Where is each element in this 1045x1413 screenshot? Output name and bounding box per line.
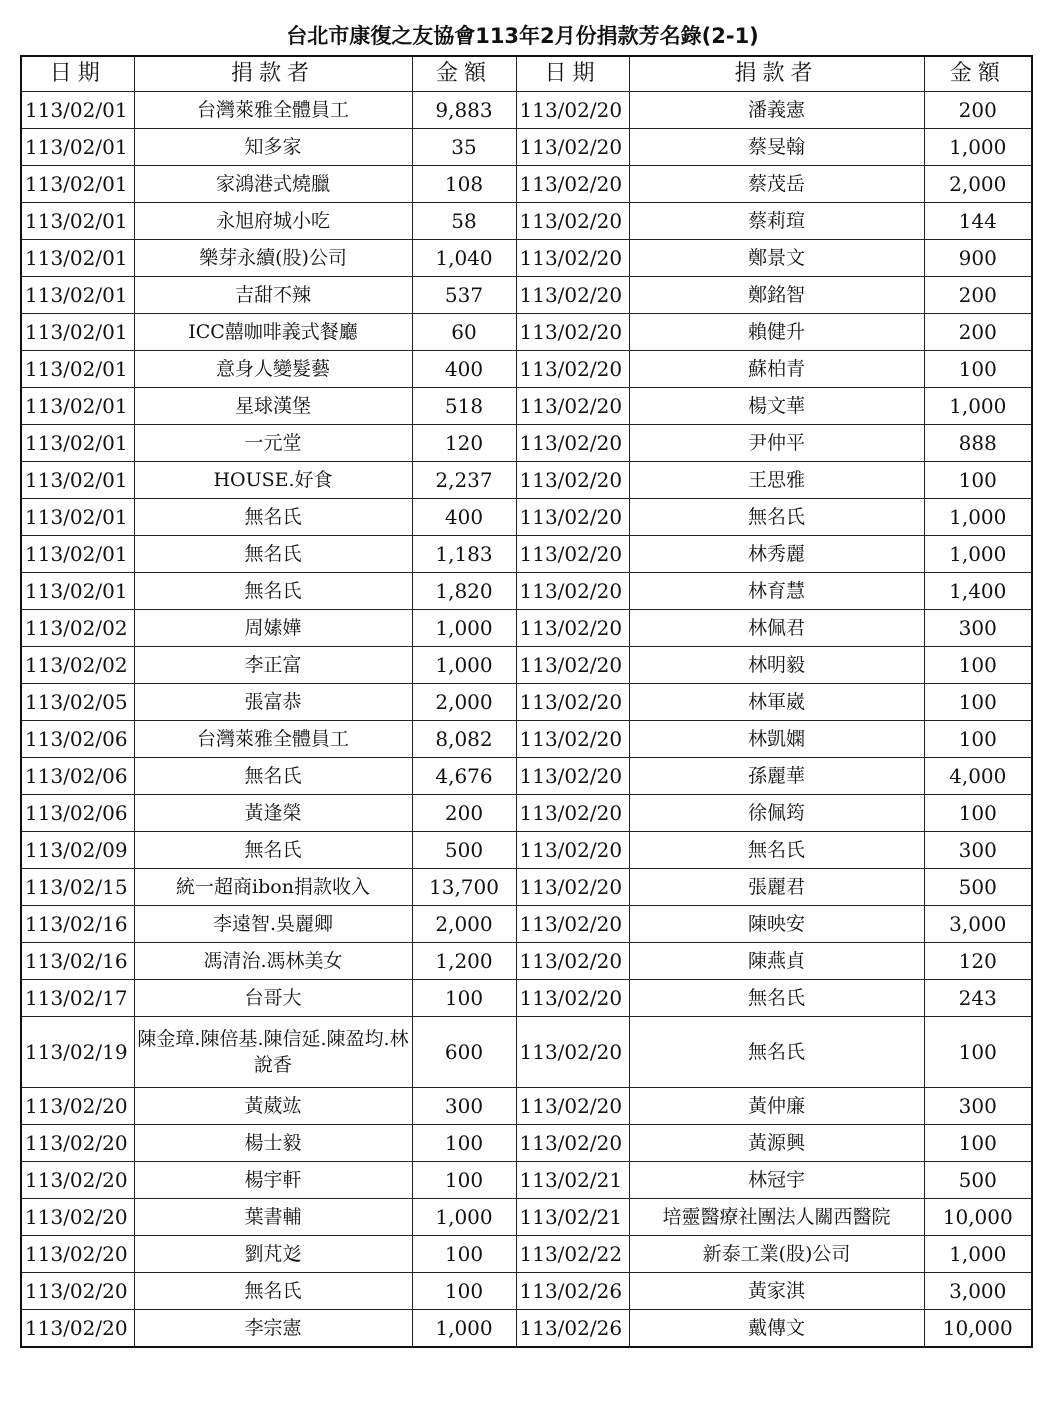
donor-name-right: 無名氏 [629, 980, 924, 1017]
donor-name-left: 台哥大 [134, 980, 412, 1017]
donor-name-right: 培靈醫療社團法人關西醫院 [629, 1199, 924, 1236]
donation-date-left: 113/02/01 [21, 240, 134, 277]
donation-amount-right: 100 [924, 647, 1032, 684]
donor-name-left: 張富恭 [134, 684, 412, 721]
donation-amount-right: 1,000 [924, 536, 1032, 573]
donation-amount-right: 100 [924, 1017, 1032, 1088]
donation-date-left: 113/02/20 [21, 1125, 134, 1162]
donation-amount-left: 2,237 [412, 462, 516, 499]
header-donor-left: 捐款者 [134, 56, 412, 92]
donor-name-right: 尹仲平 [629, 425, 924, 462]
donor-name-right: 王思雅 [629, 462, 924, 499]
donation-amount-right: 888 [924, 425, 1032, 462]
donation-amount-left: 120 [412, 425, 516, 462]
table-row [21, 758, 1032, 795]
donation-amount-left: 13,700 [412, 869, 516, 906]
donation-amount-left: 35 [412, 129, 516, 166]
table-row [21, 314, 1032, 351]
donation-amount-right: 3,000 [924, 906, 1032, 943]
donor-name-left: 意身人變髮藝 [134, 351, 412, 388]
page-title: 台北市康復之友協會113年2月份捐款芳名錄(2-1) [286, 24, 759, 48]
donor-name-right: 蔡旻翰 [629, 129, 924, 166]
donation-date-right: 113/02/20 [516, 832, 629, 869]
donation-amount-left: 2,000 [412, 906, 516, 943]
donation-date-right: 113/02/20 [516, 388, 629, 425]
table-row [21, 795, 1032, 832]
donation-amount-right: 200 [924, 314, 1032, 351]
donor-name-left: 陳金璋.陳倍基.陳信延.陳盈均.林說香 [134, 1017, 412, 1088]
donor-name-left: 永旭府城小吃 [134, 203, 412, 240]
donor-name-right: 鄭銘智 [629, 277, 924, 314]
donation-amount-left: 600 [412, 1017, 516, 1088]
donation-date-left: 113/02/01 [21, 166, 134, 203]
donation-amount-left: 1,183 [412, 536, 516, 573]
donation-amount-left: 58 [412, 203, 516, 240]
donation-date-left: 113/02/20 [21, 1236, 134, 1273]
donor-name-left: 家鴻港式燒臘 [134, 166, 412, 203]
donor-name-left: 星球漢堡 [134, 388, 412, 425]
donor-name-left: 李遠智.吳麗卿 [134, 906, 412, 943]
donation-amount-right: 100 [924, 462, 1032, 499]
donation-amount-left: 100 [412, 1162, 516, 1199]
table-row [21, 906, 1032, 943]
table-body [21, 92, 1032, 1348]
donation-amount-right: 100 [924, 351, 1032, 388]
donation-amount-right: 144 [924, 203, 1032, 240]
donation-date-right: 113/02/21 [516, 1199, 629, 1236]
donation-amount-left: 108 [412, 166, 516, 203]
donation-amount-right: 243 [924, 980, 1032, 1017]
table-row [21, 536, 1032, 573]
table-row [21, 1088, 1032, 1125]
donor-name-left: 馮清治.馮林美女 [134, 943, 412, 980]
donor-name-right: 新泰工業(股)公司 [629, 1236, 924, 1273]
donor-table [20, 55, 1033, 1348]
header-amount-left: 金額 [412, 56, 516, 92]
donation-amount-left: 200 [412, 795, 516, 832]
donation-date-left: 113/02/02 [21, 610, 134, 647]
donation-amount-left: 60 [412, 314, 516, 351]
donation-date-right: 113/02/20 [516, 980, 629, 1017]
table-row [21, 943, 1032, 980]
donor-name-right: 無名氏 [629, 499, 924, 536]
donation-amount-left: 1,040 [412, 240, 516, 277]
donor-name-left: 無名氏 [134, 573, 412, 610]
donation-date-right: 113/02/20 [516, 1125, 629, 1162]
donation-date-right: 113/02/26 [516, 1310, 629, 1348]
donor-name-right: 張麗君 [629, 869, 924, 906]
donation-amount-right: 200 [924, 277, 1032, 314]
donation-date-right: 113/02/22 [516, 1236, 629, 1273]
donation-date-left: 113/02/01 [21, 536, 134, 573]
donation-amount-left: 500 [412, 832, 516, 869]
donor-name-right: 無名氏 [629, 1017, 924, 1088]
donation-date-right: 113/02/20 [516, 314, 629, 351]
donation-amount-right: 1,000 [924, 129, 1032, 166]
header-date-left: 日期 [21, 56, 134, 92]
donation-date-right: 113/02/20 [516, 425, 629, 462]
donor-name-left: 吉甜不辣 [134, 277, 412, 314]
table-row [21, 462, 1032, 499]
donor-name-right: 楊文華 [629, 388, 924, 425]
table-row [21, 277, 1032, 314]
donor-name-right: 蔡莉瑄 [629, 203, 924, 240]
donation-amount-right: 300 [924, 1088, 1032, 1125]
donation-amount-left: 100 [412, 980, 516, 1017]
table-row [21, 129, 1032, 166]
donation-amount-right: 3,000 [924, 1273, 1032, 1310]
donor-name-right: 黃源興 [629, 1125, 924, 1162]
donation-amount-right: 1,400 [924, 573, 1032, 610]
donor-name-right: 無名氏 [629, 832, 924, 869]
table-row [21, 166, 1032, 203]
table-row [21, 1310, 1032, 1348]
donation-amount-left: 100 [412, 1236, 516, 1273]
donor-name-right: 陳映安 [629, 906, 924, 943]
donation-date-left: 113/02/20 [21, 1199, 134, 1236]
donation-amount-right: 300 [924, 610, 1032, 647]
donor-name-right: 蔡茂岳 [629, 166, 924, 203]
donor-name-left: 李宗憲 [134, 1310, 412, 1348]
donation-date-left: 113/02/20 [21, 1310, 134, 1348]
donation-date-right: 113/02/20 [516, 240, 629, 277]
donation-amount-right: 1,000 [924, 499, 1032, 536]
donor-name-left: 一元堂 [134, 425, 412, 462]
table-row [21, 499, 1032, 536]
donor-name-left: ICC囍咖啡義式餐廳 [134, 314, 412, 351]
donation-date-right: 113/02/20 [516, 573, 629, 610]
donor-name-left: 無名氏 [134, 832, 412, 869]
donation-date-right: 113/02/20 [516, 795, 629, 832]
table-row [21, 1017, 1032, 1088]
donor-name-right: 林軍崴 [629, 684, 924, 721]
donation-date-right: 113/02/20 [516, 943, 629, 980]
donation-date-left: 113/02/06 [21, 721, 134, 758]
donor-name-right: 孫麗華 [629, 758, 924, 795]
table-row [21, 1199, 1032, 1236]
table-row [21, 1236, 1032, 1273]
donation-date-right: 113/02/20 [516, 906, 629, 943]
donation-date-left: 113/02/16 [21, 943, 134, 980]
donation-amount-right: 300 [924, 832, 1032, 869]
donation-date-right: 113/02/20 [516, 499, 629, 536]
donation-amount-right: 100 [924, 684, 1032, 721]
donation-amount-left: 537 [412, 277, 516, 314]
donor-name-right: 潘義憲 [629, 92, 924, 129]
donation-date-right: 113/02/20 [516, 869, 629, 906]
donation-amount-left: 1,820 [412, 573, 516, 610]
donor-name-left: 無名氏 [134, 536, 412, 573]
table-row [21, 203, 1032, 240]
donor-name-right: 徐佩筠 [629, 795, 924, 832]
donation-date-left: 113/02/01 [21, 314, 134, 351]
donation-date-left: 113/02/01 [21, 425, 134, 462]
donation-date-left: 113/02/01 [21, 462, 134, 499]
donation-amount-right: 500 [924, 1162, 1032, 1199]
donation-amount-right: 500 [924, 869, 1032, 906]
donation-amount-right: 2,000 [924, 166, 1032, 203]
table-row [21, 610, 1032, 647]
donation-date-right: 113/02/20 [516, 166, 629, 203]
table-row [21, 388, 1032, 425]
donation-date-right: 113/02/20 [516, 1088, 629, 1125]
donation-date-left: 113/02/06 [21, 795, 134, 832]
donation-date-right: 113/02/20 [516, 647, 629, 684]
donor-name-right: 賴健升 [629, 314, 924, 351]
table-row [21, 240, 1032, 277]
table-row [21, 832, 1032, 869]
donation-date-right: 113/02/20 [516, 721, 629, 758]
table-row [21, 573, 1032, 610]
donor-name-left: 黃逢榮 [134, 795, 412, 832]
donation-date-right: 113/02/20 [516, 758, 629, 795]
donor-name-left: HOUSE.好食 [134, 462, 412, 499]
donor-name-right: 蘇柏青 [629, 351, 924, 388]
donation-amount-right: 200 [924, 92, 1032, 129]
donor-name-right: 林佩君 [629, 610, 924, 647]
donation-amount-left: 4,676 [412, 758, 516, 795]
donation-date-left: 113/02/01 [21, 92, 134, 129]
donation-amount-right: 100 [924, 795, 1032, 832]
donation-date-right: 113/02/20 [516, 92, 629, 129]
table-row [21, 1273, 1032, 1310]
table-row [21, 684, 1032, 721]
donation-amount-right: 4,000 [924, 758, 1032, 795]
donation-amount-left: 300 [412, 1088, 516, 1125]
donation-date-left: 113/02/17 [21, 980, 134, 1017]
donor-name-left: 樂芽永續(股)公司 [134, 240, 412, 277]
table-row [21, 869, 1032, 906]
donor-name-left: 楊宇軒 [134, 1162, 412, 1199]
donation-date-left: 113/02/20 [21, 1162, 134, 1199]
donation-date-right: 113/02/20 [516, 462, 629, 499]
donation-amount-right: 100 [924, 1125, 1032, 1162]
donation-amount-left: 100 [412, 1125, 516, 1162]
donor-name-right: 黃仲廉 [629, 1088, 924, 1125]
donation-date-left: 113/02/20 [21, 1088, 134, 1125]
donation-date-left: 113/02/20 [21, 1273, 134, 1310]
donor-name-left: 劉芃彣 [134, 1236, 412, 1273]
donor-name-right: 黃家淇 [629, 1273, 924, 1310]
donation-date-left: 113/02/01 [21, 388, 134, 425]
donation-amount-right: 1,000 [924, 388, 1032, 425]
donation-amount-right: 10,000 [924, 1199, 1032, 1236]
donor-name-right: 林秀麗 [629, 536, 924, 573]
donation-amount-left: 518 [412, 388, 516, 425]
header-date-right: 日期 [516, 56, 629, 92]
header-donor-right: 捐款者 [629, 56, 924, 92]
table-row [21, 980, 1032, 1017]
table-row [21, 92, 1032, 129]
donor-name-right: 鄭景文 [629, 240, 924, 277]
donation-amount-left: 1,000 [412, 1310, 516, 1348]
donation-amount-right: 100 [924, 721, 1032, 758]
donation-date-left: 113/02/01 [21, 129, 134, 166]
donation-date-left: 113/02/15 [21, 869, 134, 906]
donation-amount-right: 1,000 [924, 1236, 1032, 1273]
donor-name-right: 林明毅 [629, 647, 924, 684]
donation-date-left: 113/02/02 [21, 647, 134, 684]
donor-name-left: 李正富 [134, 647, 412, 684]
donation-date-left: 113/02/09 [21, 832, 134, 869]
donation-amount-left: 1,000 [412, 1199, 516, 1236]
donation-amount-right: 900 [924, 240, 1032, 277]
donor-name-left: 無名氏 [134, 758, 412, 795]
donor-name-left: 無名氏 [134, 499, 412, 536]
donation-amount-left: 8,082 [412, 721, 516, 758]
donation-date-right: 113/02/21 [516, 1162, 629, 1199]
table-row [21, 1125, 1032, 1162]
table-row [21, 425, 1032, 462]
donation-date-left: 113/02/01 [21, 351, 134, 388]
donation-amount-left: 2,000 [412, 684, 516, 721]
donation-date-left: 113/02/01 [21, 277, 134, 314]
donation-date-left: 113/02/01 [21, 573, 134, 610]
donation-date-left: 113/02/19 [21, 1017, 134, 1088]
donor-name-right: 戴傳文 [629, 1310, 924, 1348]
donation-amount-right: 120 [924, 943, 1032, 980]
donation-date-right: 113/02/26 [516, 1273, 629, 1310]
donation-amount-left: 1,000 [412, 610, 516, 647]
table-row [21, 1162, 1032, 1199]
table-row [21, 647, 1032, 684]
donation-date-right: 113/02/20 [516, 351, 629, 388]
donor-name-right: 林冠宇 [629, 1162, 924, 1199]
donation-amount-left: 1,200 [412, 943, 516, 980]
donation-amount-left: 9,883 [412, 92, 516, 129]
donor-name-left: 台灣萊雅全體員工 [134, 721, 412, 758]
donation-amount-left: 1,000 [412, 647, 516, 684]
donation-date-left: 113/02/01 [21, 203, 134, 240]
donor-name-left: 無名氏 [134, 1273, 412, 1310]
donation-date-right: 113/02/20 [516, 277, 629, 314]
donation-amount-left: 100 [412, 1273, 516, 1310]
donation-date-left: 113/02/06 [21, 758, 134, 795]
table-row [21, 351, 1032, 388]
donor-name-left: 葉書輔 [134, 1199, 412, 1236]
donation-date-right: 113/02/20 [516, 610, 629, 647]
donation-date-right: 113/02/20 [516, 536, 629, 573]
donation-amount-left: 400 [412, 351, 516, 388]
donor-name-right: 林育慧 [629, 573, 924, 610]
donor-name-right: 陳燕貞 [629, 943, 924, 980]
header-row [21, 56, 1032, 92]
donor-name-left: 周嫊嬅 [134, 610, 412, 647]
donation-date-right: 113/02/20 [516, 1017, 629, 1088]
donation-date-right: 113/02/20 [516, 129, 629, 166]
donor-name-left: 知多家 [134, 129, 412, 166]
donor-name-left: 楊士毅 [134, 1125, 412, 1162]
donation-date-left: 113/02/01 [21, 499, 134, 536]
donor-name-left: 統一超商ibon捐款收入 [134, 869, 412, 906]
donation-date-left: 113/02/05 [21, 684, 134, 721]
donation-amount-right: 10,000 [924, 1310, 1032, 1348]
donation-date-right: 113/02/20 [516, 203, 629, 240]
header-amount-right: 金額 [924, 56, 1032, 92]
donation-amount-left: 400 [412, 499, 516, 536]
donor-name-right: 林凱嫻 [629, 721, 924, 758]
table-row [21, 721, 1032, 758]
donor-name-left: 台灣萊雅全體員工 [134, 92, 412, 129]
donation-date-left: 113/02/16 [21, 906, 134, 943]
donation-date-right: 113/02/20 [516, 684, 629, 721]
table-header [21, 56, 1032, 92]
donor-name-left: 黃葳竑 [134, 1088, 412, 1125]
